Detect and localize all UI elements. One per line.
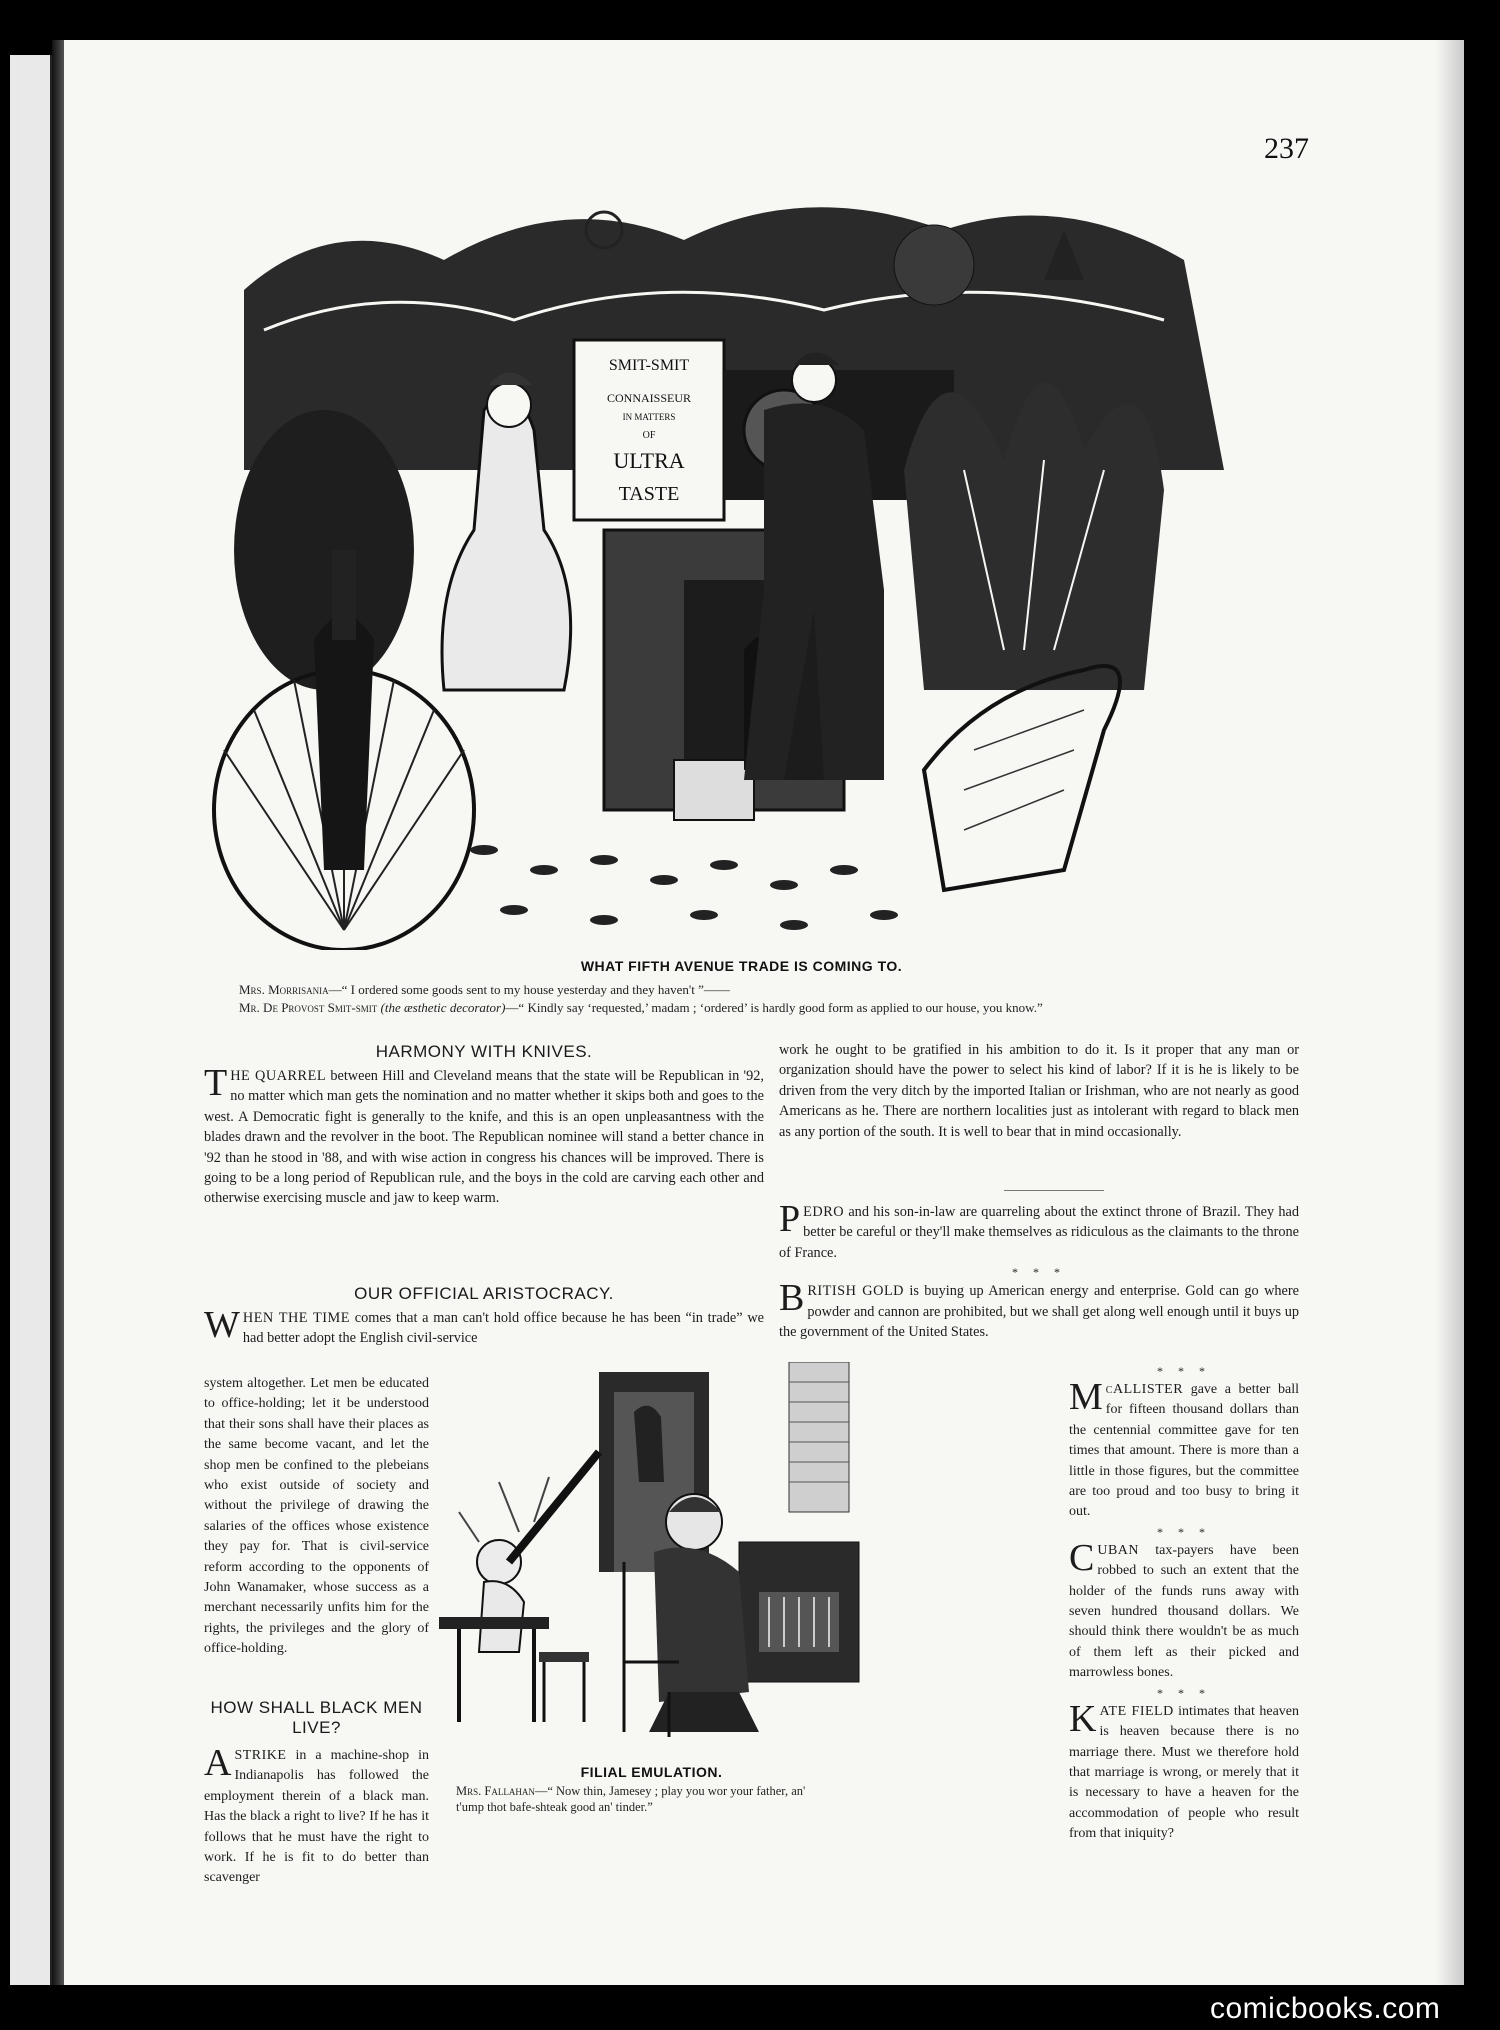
caption-1-speaker: Mrs. Morrisania: [239, 982, 329, 997]
black-men-lead: STRIKE: [234, 1748, 287, 1763]
right-narrow-column: [1069, 1362, 1299, 1845]
top-caption-line-2: [239, 1000, 1043, 1016]
fifth-avenue-illustration: [184, 170, 1299, 950]
black-men-dropcap: A: [204, 1742, 232, 1784]
sign-line-2: CONNAISSEUR: [606, 391, 692, 405]
aristocracy-article-wide: [204, 1304, 765, 1349]
harmony-body: between Hill and Cleveland means that the state will be Republican in '92, no matter which man gets the nomination and no matter whether it skips both and goes to the west. A Democratic fight is generally to the knife, and this is an open unpleasantness with the blades drawn and the revolver in the boot. The Republican nominee will stand a better chance in '92 than he stood in '88, and with wise action in congress his chances will be improved. There is going to be a long period of Republican rule, and the boys in the cold are carving each other and otherwise exercising muscle and jaw to keep warm.: [204, 1068, 764, 1207]
aristocracy-heading: OUR OFFICIAL ARISTOCRACY.: [354, 1284, 614, 1303]
kate-body: intimates that heaven is heaven because there is no marriage there. Must we therefore hold that marriage is wrong, or merely that it is necessary to have a heaven for the accommodation of people who result from that iniquity?: [1069, 1703, 1299, 1842]
mcallister-lead: cALLISTER: [1105, 1382, 1184, 1397]
pedro-body: and his son-in-law are quarreling about the extinct throne of Brazil. They had better be careful or they'll make themselves as ridiculous as the claimants to the throne of France.: [779, 1204, 1299, 1261]
aristocracy-dropcap: W: [204, 1304, 240, 1346]
aristocracy-body-wide: comes that a man can't hold office because he has been “in trade” we had better adopt the English civil-service: [242, 1310, 765, 1347]
harmony-article: [204, 1062, 764, 1209]
british-body: is buying up American energy and enterprise. Gold can go where powder and cannon are prohibited, but we shall get along well enough until it buys up the government of the United States.: [779, 1283, 1299, 1341]
kate-lead: ATE FIELD: [1099, 1703, 1174, 1719]
british-lead: RITISH GOLD: [807, 1283, 904, 1300]
top-illustration-title: WHAT FIFTH AVENUE TRADE IS COMING TO.: [580, 958, 903, 974]
bottom-caption-speaker: Mrs. Fallahan: [456, 1784, 535, 1798]
harmony-lead: HE QUARREL: [230, 1068, 327, 1084]
bottom-caption-b: t'ump thot bafe-shteak good an' tinder.”: [456, 1800, 653, 1814]
black-men-article: [204, 1742, 430, 1889]
pedro-lead: EDRO: [803, 1204, 845, 1220]
caption-2-text: —“ Kindly say ‘requested,’ madam ; ‘ordered’ is hardly good form as applied to our house, you know.”: [505, 1000, 1043, 1015]
harmony-dropcap: T: [204, 1062, 228, 1104]
divider-rule: [1004, 1190, 1104, 1191]
watermark: comicbooks.com: [1210, 1992, 1441, 2025]
aristocracy-body-narrow: system altogether. Let men be educated to office-holding; let it be understood that their sons shall have their places as the same become vacant, and let the shop men be confined to the plebeians who exist outside of society and without the privilege of drawing the salaries of the offices whose existence they pay for. That is civil-service reform according to the opponents of John Wanamaker, whose success as a merchant necessarily unfits him for the rights, the privileges and the glory of office-holding.: [204, 1376, 429, 1657]
bottom-illustration-title: FILIAL EMULATION.: [580, 1764, 723, 1780]
caption-2-role: (the æsthetic decorator): [380, 1000, 506, 1015]
cuban-lead: UBAN: [1097, 1542, 1140, 1558]
black-men-continued-text: work he ought to be gratified in his ambition to do it. Is it proper that any man or organization should have the power to select his kind of labor? If it is he is likely to be driven from the very ditch by the imported Italian or Irishman, who are not nearly as good Americans as he. There are northern localities just as intolerant with regard to black men as any portion of the south. It is well to bear that in mind occasionally.: [779, 1042, 1299, 1140]
mcallister-body: gave a better ball for fifteen thousand dollars than the centennial committee gave for ten times that amount. There is more than a little in those figures, but the committee are too proud and too busy to bring it out.: [1069, 1382, 1299, 1520]
sign-line-1: SMIT-SMIT: [608, 357, 690, 374]
kate-dropcap: K: [1069, 1697, 1097, 1740]
cuban-body: tax-payers have been robbed to such an extent that the holder of the funds runs away with seven hundred thousand dollars. We should think there wouldn't be as much of them left as their picked and marrowless bones.: [1069, 1542, 1299, 1681]
sign-line-6: TASTE: [618, 483, 680, 505]
magazine-page: [64, 40, 1464, 1985]
black-men-heading: HOW SHALL BLACK MEN LIVE?: [210, 1698, 423, 1737]
aristocracy-lead: HEN THE TIME: [242, 1310, 350, 1326]
separator-1: * * *: [1012, 1265, 1066, 1280]
separator-3: * * *: [1157, 1524, 1211, 1539]
harmony-heading: HARMONY WITH KNIVES.: [375, 1042, 593, 1061]
bottom-caption-a: —“ Now thin, Jamesey ; play you wor your father, an': [534, 1784, 806, 1798]
bottom-caption-line-b: [456, 1800, 653, 1815]
aristocracy-article-narrow: [204, 1374, 429, 1660]
top-caption-line-1: [239, 982, 730, 998]
sign-line-4: OF: [642, 430, 656, 441]
page-number: 237: [1264, 132, 1309, 165]
caption-1-text: —“ I ordered some goods sent to my house yesterday and they haven't ”——: [328, 982, 730, 997]
cuban-dropcap: C: [1069, 1536, 1095, 1579]
pedro-article: [779, 1198, 1299, 1342]
pedro-dropcap: P: [779, 1198, 801, 1240]
left-page-edge: [10, 55, 52, 1985]
filial-emulation-illustration: [439, 1362, 864, 1757]
black-men-continued: [779, 1040, 1299, 1142]
separator-4: * * *: [1157, 1685, 1211, 1700]
black-men-body: in a machine-shop in Indianapolis has followed the employment therein of a black man. Has the black a right to live? If he has it follows that he must have the right to work. If he is fit to do better than scavenger: [204, 1748, 430, 1886]
sign-line-5: ULTRA: [613, 448, 685, 473]
separator-2: * * *: [1157, 1364, 1211, 1378]
bottom-caption-line-a: [456, 1784, 805, 1799]
british-dropcap: B: [779, 1277, 805, 1320]
sign-line-3: IN MATTERS: [622, 412, 676, 422]
mcallister-dropcap: M: [1069, 1376, 1103, 1418]
caption-2-speaker: Mr. De Provost Smit-smit: [239, 1000, 378, 1015]
